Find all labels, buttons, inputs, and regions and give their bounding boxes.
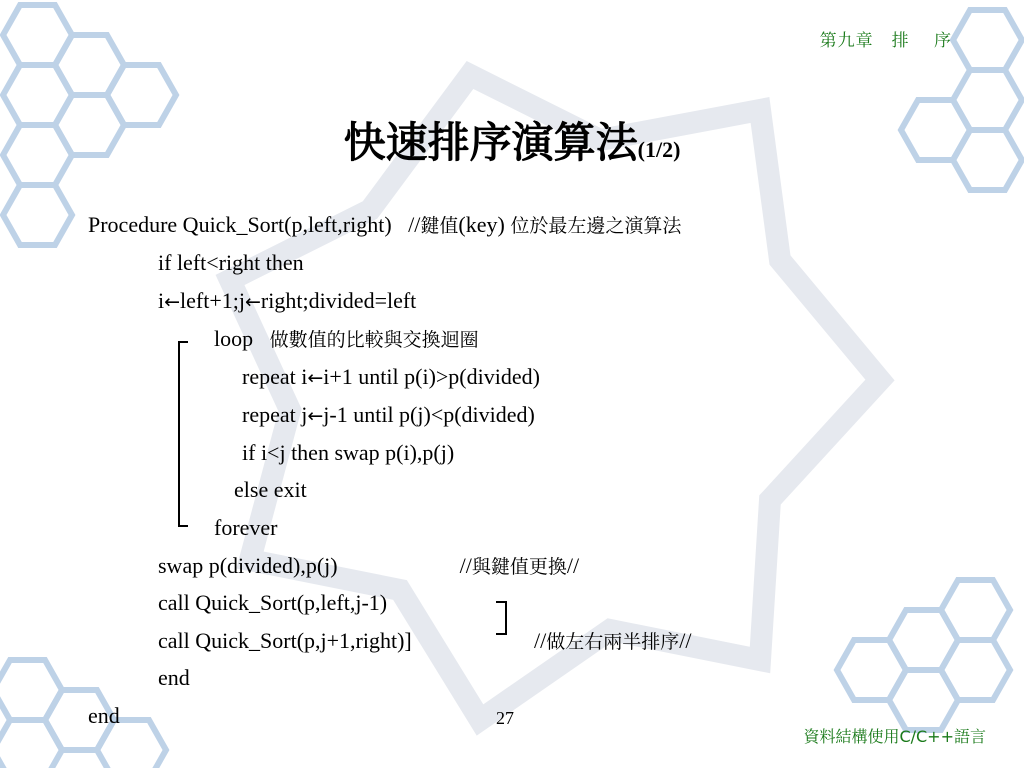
code-line-else-exit: else exit (234, 477, 307, 502)
code-line-init (158, 288, 416, 315)
code-line-repeat-i (242, 364, 540, 391)
code-line-swap-divided (158, 553, 579, 580)
code-line-call-right: call Quick_Sort(p,j+1,right)] (158, 628, 412, 653)
code-line-swap-ij: if i<j then swap p(i),p(j) (242, 440, 455, 465)
code-text: right;divided=left (260, 288, 417, 313)
slide-title-part: (1/2) (637, 137, 681, 162)
page-number: 27 (496, 708, 514, 728)
footer-book-title: 資料結構使用C/C++語言 (803, 727, 986, 746)
code-text: Procedure Quick_Sort(p,left,right) // (88, 212, 421, 237)
code-comment-cjk: 做左右兩半排序 (546, 631, 680, 653)
left-arrow-icon: ← (307, 367, 324, 389)
code-text: // (566, 553, 580, 578)
call-bracket (494, 598, 514, 638)
code-comment-recursion (534, 628, 691, 655)
code-comment-cjk: 與鍵值更換 (471, 556, 567, 578)
star-outline (230, 75, 880, 720)
code-line-end-inner: end (158, 665, 190, 690)
code-text: i (158, 288, 165, 313)
code-comment-cjk: 做數值的比較與交換迴圈 (269, 329, 479, 351)
chapter-header: 第九章 排 序 (819, 31, 952, 51)
code-text: loop (214, 326, 270, 351)
slide-title-main: 快速排序演算法 (343, 118, 638, 167)
code-text: i+1 until p(i)>p(divided) (323, 364, 540, 389)
hex-br-5 (889, 670, 958, 730)
code-text: repeat i (242, 364, 308, 389)
code-text: // (534, 628, 547, 653)
code-text: j-1 until p(j)<p(divided) (323, 402, 535, 427)
hex-bl-3 (0, 720, 62, 768)
code-text: left+1;j (180, 288, 245, 313)
hex-tl-7 (3, 185, 72, 245)
code-comment-cjk: 位於最左邊之演算法 (510, 215, 682, 237)
code-text: (key) (458, 212, 511, 237)
code-line-procedure (88, 212, 681, 239)
code-line-loop (214, 326, 479, 353)
code-line-end-outer: end (88, 703, 120, 728)
code-text: swap p(divided),p(j) (158, 553, 338, 578)
code-line-call-left: call Quick_Sort(p,left,j-1) (158, 590, 388, 615)
loop-bracket (176, 336, 196, 532)
code-text: // (679, 628, 692, 653)
code-text: repeat j (242, 402, 308, 427)
slide-title (0, 110, 1024, 170)
code-line-repeat-j (242, 402, 535, 429)
left-arrow-icon: ← (307, 405, 324, 427)
hex-tr-1 (953, 10, 1022, 70)
code-text: // (459, 553, 472, 578)
code-line-if: if left<right then (158, 250, 304, 275)
left-arrow-icon: ← (245, 291, 261, 313)
code-comment-cjk: 鍵值 (420, 215, 459, 237)
code-line-forever: forever (214, 515, 278, 540)
left-arrow-icon: ← (164, 291, 181, 313)
